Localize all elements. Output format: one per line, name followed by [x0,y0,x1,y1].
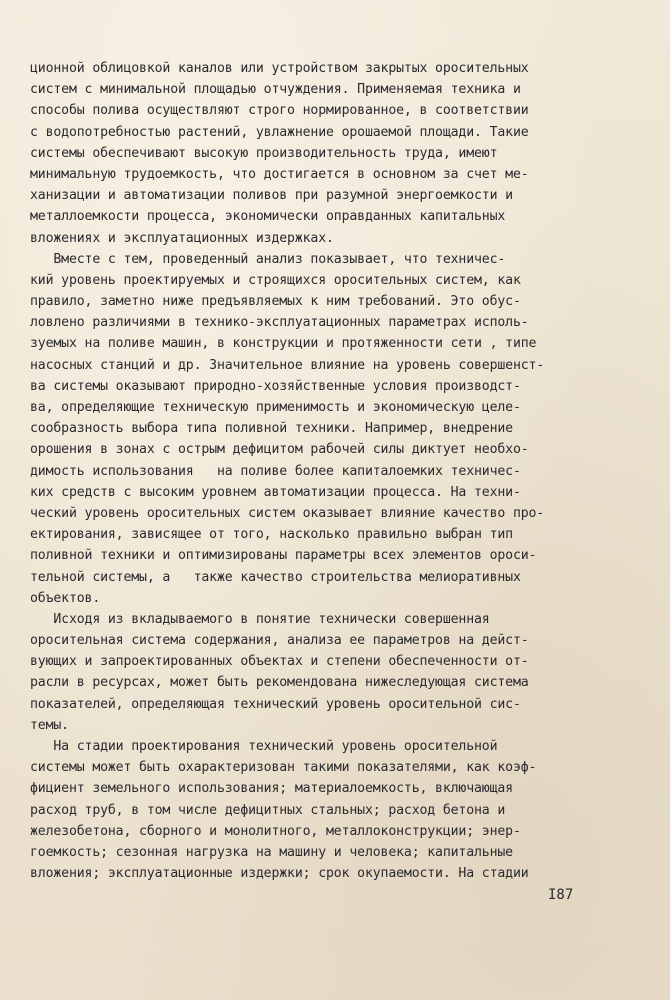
text-line: минимальную трудоемкость, что достигается в основном за счет ме- [30,166,529,182]
text-line: вложения; эксплуатационные издержки; срок окупаемости. На стадии [30,866,529,882]
text-line: насосных станций и др. Значительное влияние на уровень совершенст- [30,357,545,373]
text-line: фициент земельного использования; материалоемкость, включающая [30,781,513,797]
page-number: I87 [548,887,574,903]
text-line: железобетона, сборного и монолитного, металлоконструкции; энер- [30,823,521,839]
text-line: правило, заметно ниже предъявляемых к ним требований. Это обус- [30,294,521,310]
text-line: ловлено различиями в технико-эксплуатационных параметрах исполь- [30,315,529,331]
text-line: орошения в зонах с острым дефицитом рабочей силы диктует необхо- [30,442,529,458]
text-line: ва, определяющие техническую применимость и экономическую целе- [30,400,521,415]
text-line: показателей, определяющая технический уровень оросительной сис- [30,696,521,712]
text-line: расход труб, в том числе дефицитных стальных; расход бетона и [30,802,506,818]
text-line: зуемых на поливе машин, в конструкции и протяженности сети , типе [30,336,537,352]
text-line: системы обеспечивают высокую производительность труда, имеют [30,145,498,161]
text-line: темы. [30,717,69,733]
text-line: ханизации и автоматизации поливов при разумной энергоемкости и [30,188,513,204]
text-line: расли в ресурсах, может быть рекомендована нижеследующая система [30,675,529,691]
text-line: ческий уровень оросительных систем оказывает влияние качество про- [30,505,545,521]
text-line: тельной системы, а также качество строительства мелиоративных [30,569,521,585]
text-line: ционной облицовкой каналов или устройством закрытых оросительных [30,61,529,76]
text-line: гоемкость; сезонная нагрузка на машину и человека; капитальные [30,844,513,860]
text-line: Вместе с тем, проведенный анализ показывает, что техничес- [30,251,506,267]
text-line: с водопотребностью растений, увлажнение орошаемой площади. Такие [30,124,529,140]
text-line: кий уровень проектируемых и строящихся оросительных систем, как [30,272,521,288]
body-text [30,58,600,884]
text-line: объектов. [30,590,101,606]
text-line: димость использования на поливе более капиталоемких техничес- [30,463,521,479]
text-line: поливной техники и оптимизированы параметры всех элементов ороси- [30,548,537,564]
text-line: вующих и запроектированных объектах и степени обеспеченности от- [30,654,529,670]
text-line: Исходя из вкладываемого в понятие технически совершенная [30,611,490,627]
text-line: оросительная система содержания, анализа ее параметров на дейст- [30,633,529,649]
text-line: систем с минимальной площадью отчуждения. Применяемая техника и [30,82,521,98]
text-line: системы может быть охарактеризован такими показателями, как коэф- [30,760,537,776]
text-line: ких средств с высоким уровнем автоматизации процесса. На техни- [30,484,521,500]
text-line: ва системы оказывают природно-хозяйственные условия производст- [30,378,521,394]
text-line: На стадии проектирования технический уровень оросительной [30,739,498,754]
text-line: сообразность выбора типа поливной техники. Например, внедрение [30,421,513,437]
text-line: металлоемкости процесса, экономически оправданных капитальных [30,209,506,225]
text-line: вложениях и эксплуатационных издержках. [30,230,334,246]
text-line: ектирования, зависящее от того, насколько правильно выбран тип [30,527,513,543]
text-line: способы полива осуществляют строго нормированное, в соответствии [30,103,529,119]
